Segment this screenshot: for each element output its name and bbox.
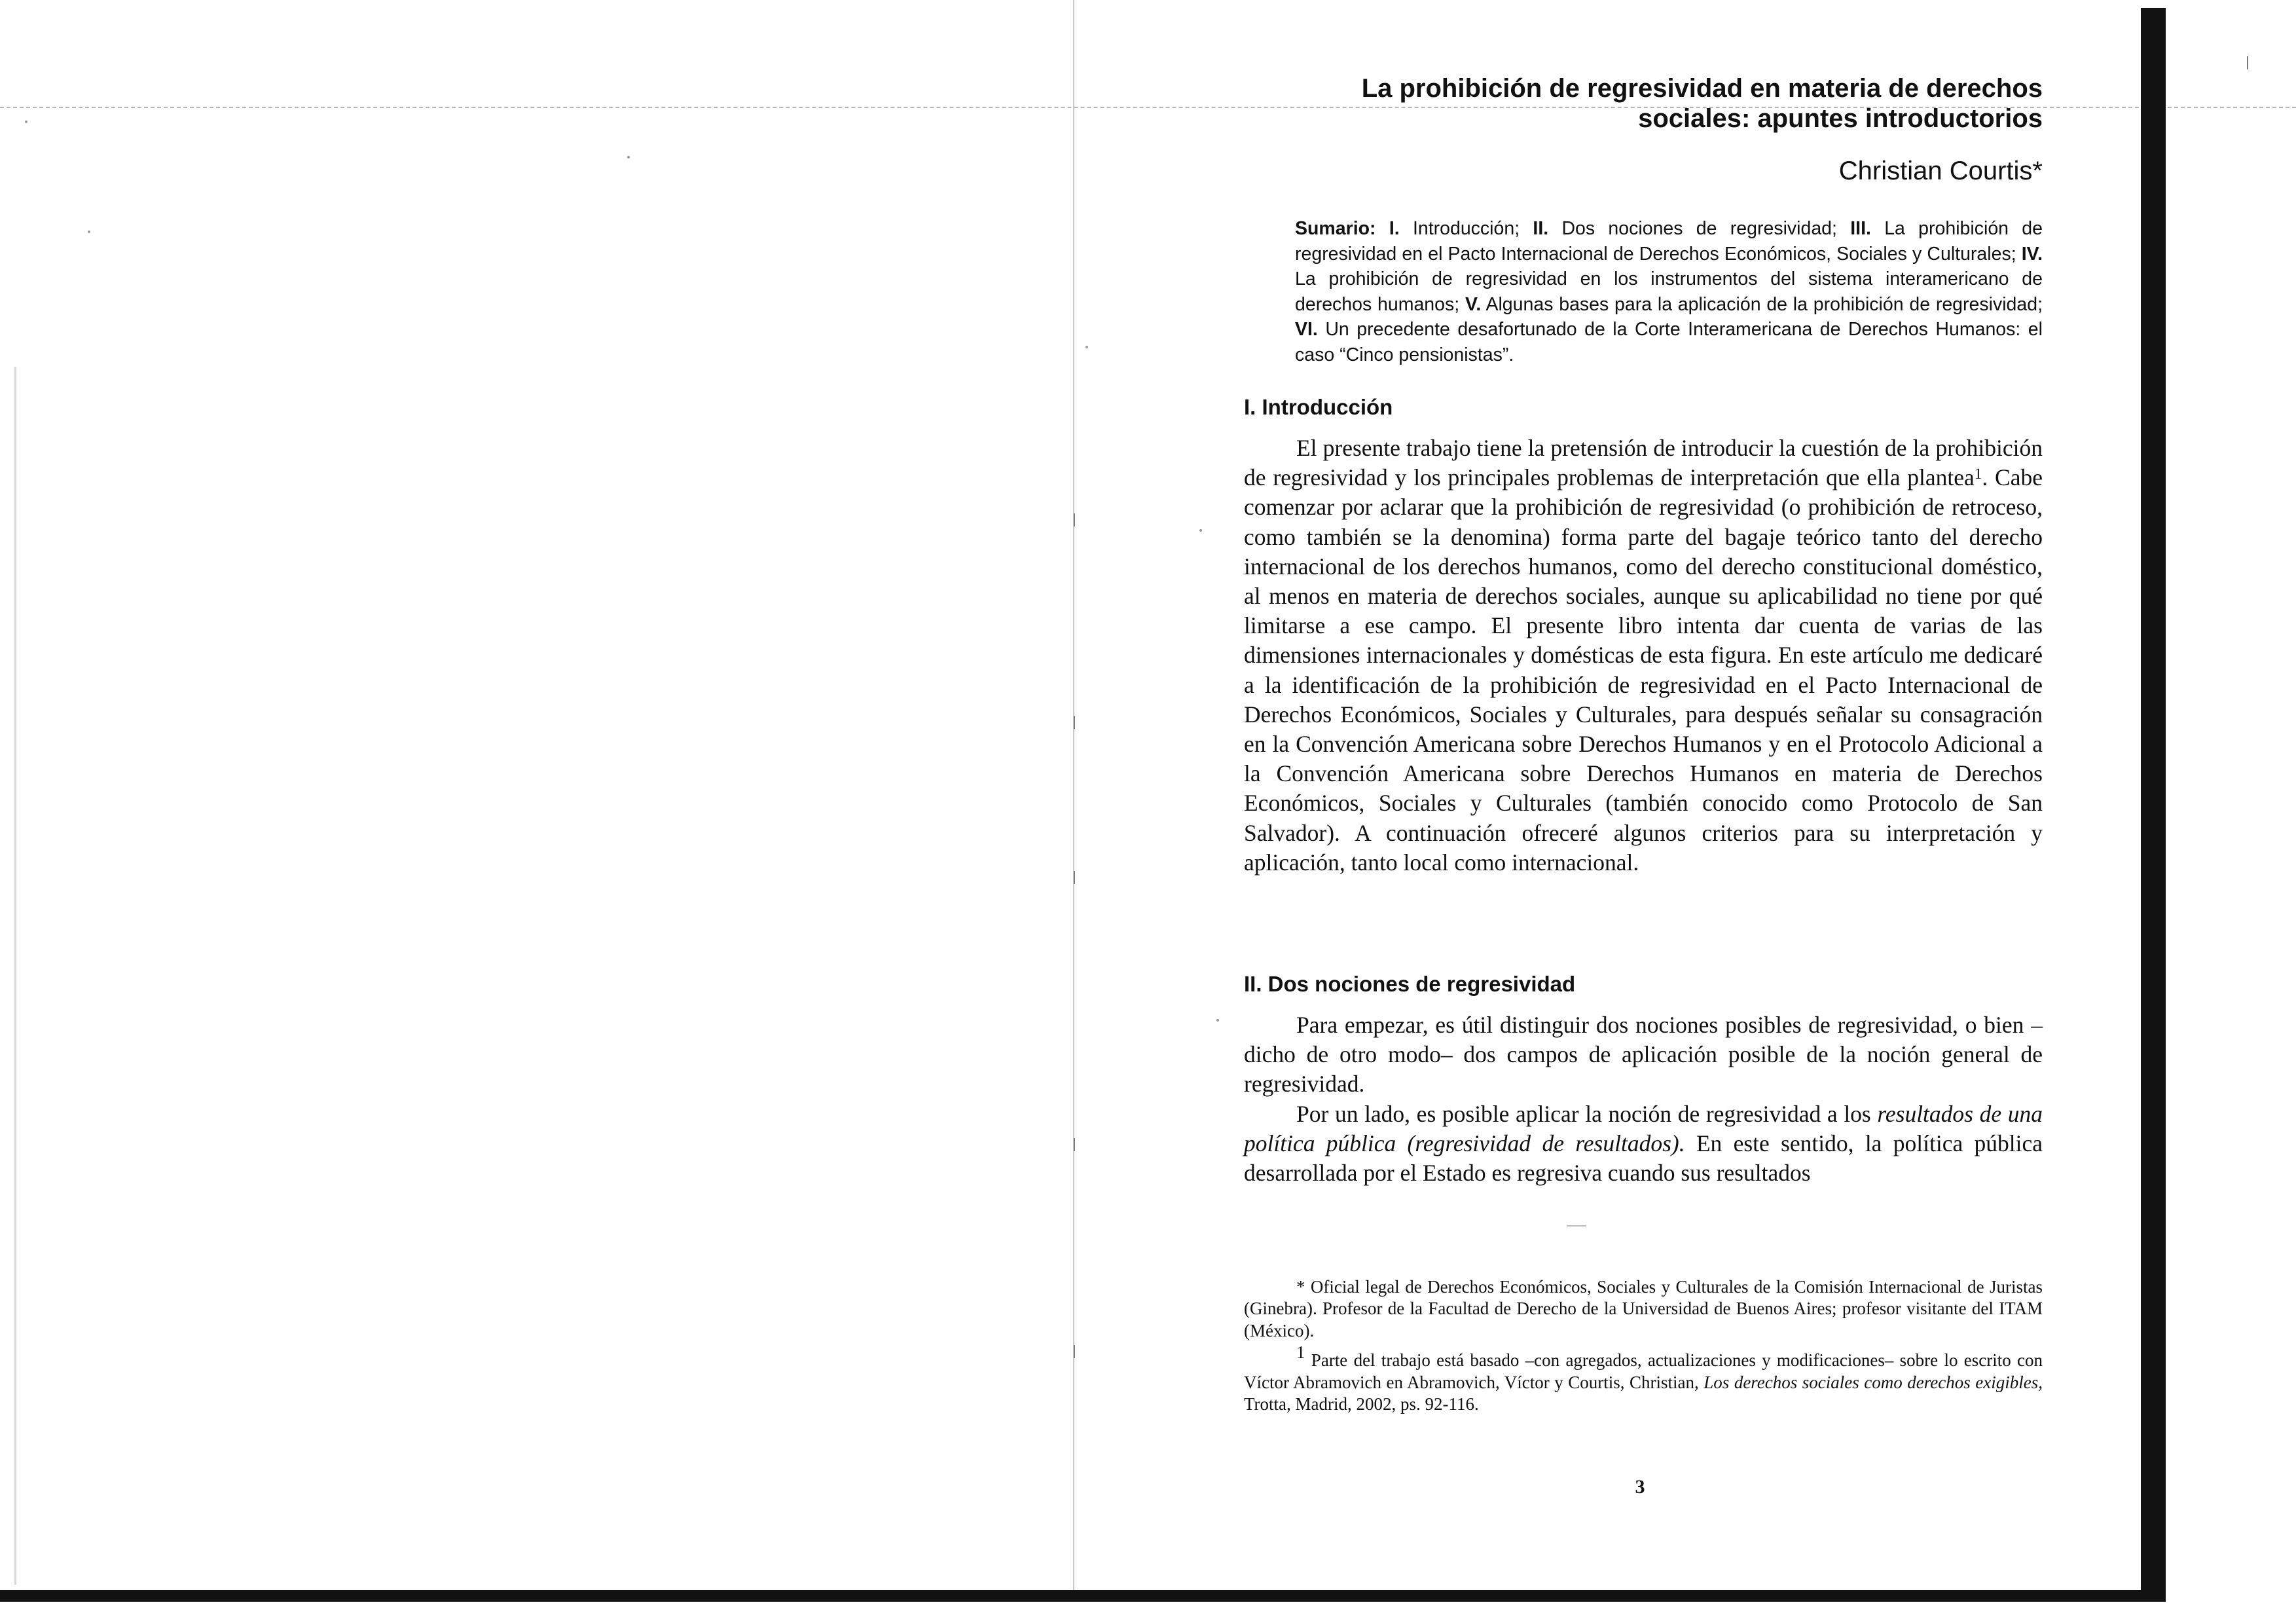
scan-speck [88, 231, 90, 233]
summary-item-number: III. [1850, 218, 1871, 239]
body-text: En este sentido, la política pública desarrollada por el Estado es regresiva cuando sus resultados [1244, 1130, 2043, 1187]
scan-tick [2247, 56, 2248, 69]
scan-tick [1074, 1345, 1075, 1358]
summary-label: Sumario: [1295, 218, 1376, 239]
body-paragraph [1244, 434, 2043, 877]
scan-speck [1216, 1019, 1219, 1022]
scan-tick [1074, 871, 1075, 884]
scan-tick [1074, 716, 1075, 729]
section-body-nociones [1244, 1010, 2043, 1188]
body-text: El presente trabajo tiene la pretensión de introducir la cuestión de la prohibición de regresividad y los principales problemas de interpretación que ella plantea [1244, 435, 2043, 491]
section-body-introduccion [1244, 434, 2043, 877]
footnotes [1244, 1276, 2043, 1423]
footnote-text: Trotta, Madrid, 2002, ps. 92-116. [1244, 1394, 1479, 1414]
summary-item-number: II. [1533, 218, 1549, 239]
summary-item-text: Dos nociones de regresividad; [1548, 218, 1851, 239]
summary-item-text: La prohibición de regresividad en el Pacto Internacional de Derechos Económicos, Sociales y Culturales; [1295, 218, 2043, 265]
scan-speck [1199, 529, 1202, 532]
footnote-separator [1567, 1225, 1586, 1227]
body-text: . Cabe comenzar por aclarar que la prohibición de regresividad (o prohibición de retroceso, como también se la denomina) forma parte del bagaje teórico tanto del derecho internacional de los derechos humanos, como del derecho constitucional doméstico, al menos en materia de derechos sociales, aunque su aplicabilidad no tiene por qué limitarse a ese campo. El presente libro intenta dar cuenta de varias de las dimensiones internacionales y domésticas de esta figura. En este artículo me dedicaré a la identificación de la prohibición de regresividad en el Pacto Internacional de Derechos Económicos, Sociales y Culturales, para después señalar su consagración en la Convención Americana sobre Derechos Humanos y en el Protocolo Adicional a la Convención Americana sobre Derechos Humanos en materia de Derechos Económicos, Sociales y Culturales (también conocido como Protocolo de San Salvador). A continuación ofreceré algunos criterios para su interpretación y aplicación, tanto local como internacional. [1244, 464, 2043, 876]
footnote-ref: 1 [1974, 464, 1982, 482]
scan-speck [1085, 346, 1088, 348]
summary-block [1295, 216, 2043, 368]
summary-item-text: Introducción; [1399, 218, 1533, 239]
summary-paragraph [1295, 216, 2043, 368]
scan-edge-right [2141, 8, 2166, 1600]
article-title-line-2: sociales: apuntes introductorios [1638, 104, 2043, 133]
scan-tick [1074, 513, 1075, 526]
article-title [1244, 73, 2043, 134]
section-heading-introduccion: I. Introducción [1244, 395, 1393, 419]
footnote-text: Parte del trabajo está basado –con agregados, actualizaciones y modificaciones– sobre lo escrito con Víctor Abramovich en Abramovich, Víctor y Courtis, Christian, [1244, 1350, 2043, 1392]
footnote-1 [1244, 1342, 2043, 1415]
scan-tick [1074, 1138, 1075, 1151]
scan-edge-left [14, 367, 16, 1585]
summary-item-number: IV. [2021, 243, 2043, 265]
footnote-author: * Oficial legal de Derechos Económicos, Sociales y Culturales de la Comisión Internacional de Juristas (Ginebra). Profesor de la Facultad de Derecho de la Universidad de Buenos Aires; profesor visitante del ITAM (México). [1244, 1277, 2043, 1340]
summary-item-number: I. [1389, 218, 1400, 239]
footnote-1-mark: 1 [1296, 1342, 1305, 1363]
body-paragraph [1244, 1099, 2043, 1189]
scan-speck [627, 156, 630, 158]
section-heading-nociones: II. Dos nociones de regresividad [1244, 972, 1576, 996]
summary-item-text: La prohibición de regresividad en los instrumentos del sistema interamericano de derechos humanos; [1295, 268, 2043, 315]
summary-item-number: VI. [1295, 319, 1318, 341]
scan-speck [25, 120, 27, 123]
article-title-line-1: La prohibición de regresividad en materia de derechos [1361, 74, 2043, 103]
summary-item-text: Algunas bases para la aplicación de la prohibición de regresividad; [1481, 293, 2043, 315]
summary-item-text: Un precedente desafortunado de la Corte Interamericana de Derechos Humanos: el caso “Cinco pensionistas”. [1295, 319, 2043, 365]
scan-edge-bottom [0, 1590, 2166, 1602]
summary-item-number: V. [1465, 293, 1482, 315]
footnote-text-italic: Los derechos sociales como derechos exigibles, [1704, 1372, 2043, 1392]
body-text: Por un lado, es posible aplicar la noción de regresividad a los [1296, 1100, 1878, 1127]
body-text-italic: resultados de una política pública (regresividad de resultados). [1244, 1100, 2043, 1156]
page-number: 3 [1635, 1476, 1645, 1498]
article-author: Christian Courtis* [1838, 157, 2043, 185]
body-paragraph: Para empezar, es útil distinguir dos nociones posibles de regresividad, o bien –dicho de otro modo– dos campos de aplicación posible de la noción general de regresividad. [1244, 1012, 2043, 1098]
